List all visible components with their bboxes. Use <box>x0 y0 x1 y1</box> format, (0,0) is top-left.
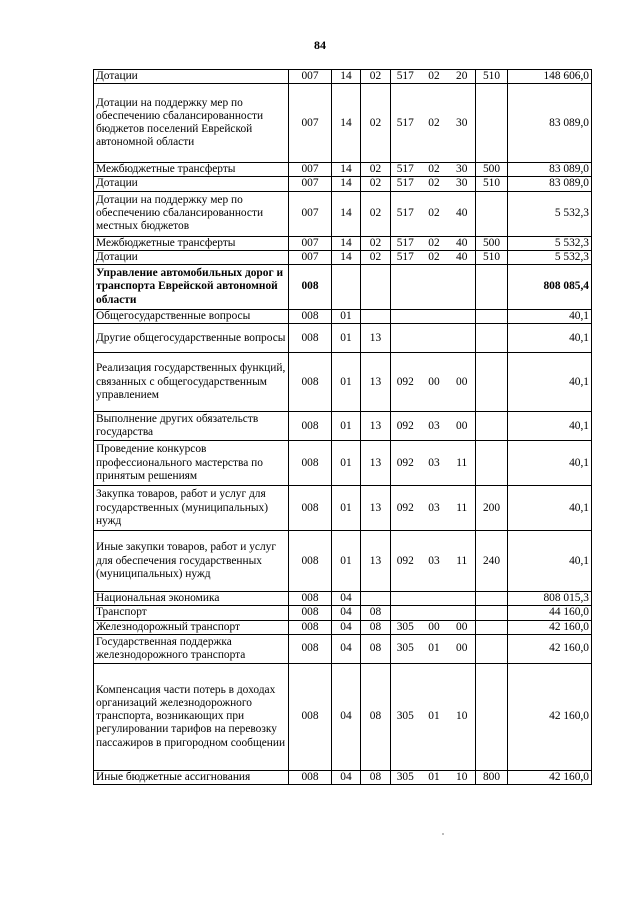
page-number: 84 <box>314 38 326 52</box>
expense-type-code: 510 <box>476 250 508 264</box>
expense-type-code <box>476 324 508 353</box>
target-article-code-part1 <box>391 310 420 324</box>
table-row <box>94 84 592 163</box>
section-code: 04 <box>332 620 361 634</box>
target-article-code-part2: 03 <box>420 441 449 486</box>
amount: 83 089,0 <box>508 163 592 177</box>
item-name: Национальная экономика <box>94 592 289 606</box>
target-article-code-part2: 01 <box>420 663 449 770</box>
section-code: 01 <box>332 531 361 592</box>
amount: 5 532,3 <box>508 236 592 250</box>
target-article-code-part3: 30 <box>449 84 476 163</box>
item-name: Дотации <box>94 70 289 84</box>
table-row <box>94 177 592 191</box>
table-row <box>94 412 592 441</box>
item-name: Иные закупки товаров, работ и услуг для обеспечения государственных (муниципальных) нужд <box>94 531 289 592</box>
amount: 42 160,0 <box>508 620 592 634</box>
expense-type-code <box>476 592 508 606</box>
ministry-code: 008 <box>289 634 332 663</box>
ministry-code: 007 <box>289 70 332 84</box>
table-row <box>94 663 592 770</box>
amount: 40,1 <box>508 310 592 324</box>
target-article-code-part1: 517 <box>391 177 420 191</box>
subsection-code: 02 <box>361 163 391 177</box>
item-name: Железнодорожный транспорт <box>94 620 289 634</box>
item-name: Проведение конкурсов профессионального мастерства по принятым решениям <box>94 441 289 486</box>
target-article-code-part3: 10 <box>449 663 476 770</box>
budget-table-body <box>94 70 592 785</box>
section-code: 04 <box>332 606 361 620</box>
target-article-code-part3 <box>449 324 476 353</box>
ministry-code: 008 <box>289 531 332 592</box>
expense-type-code <box>476 634 508 663</box>
target-article-code-part3: 11 <box>449 441 476 486</box>
subsection-code <box>361 592 391 606</box>
expense-type-code <box>476 353 508 412</box>
amount: 5 532,3 <box>508 191 592 236</box>
amount: 83 089,0 <box>508 177 592 191</box>
section-code: 01 <box>332 441 361 486</box>
section-code: 01 <box>332 310 361 324</box>
expense-type-code <box>476 620 508 634</box>
section-code: 14 <box>332 163 361 177</box>
expense-type-code <box>476 265 508 310</box>
target-article-code-part3: 10 <box>449 770 476 784</box>
target-article-code-part1: 305 <box>391 620 420 634</box>
ministry-code: 008 <box>289 770 332 784</box>
amount: 42 160,0 <box>508 770 592 784</box>
subsection-code <box>361 310 391 324</box>
target-article-code-part1: 517 <box>391 70 420 84</box>
target-article-code-part2: 02 <box>420 250 449 264</box>
section-code: 04 <box>332 634 361 663</box>
section-code <box>332 265 361 310</box>
ministry-code: 007 <box>289 84 332 163</box>
target-article-code-part2: 02 <box>420 84 449 163</box>
ministry-code: 008 <box>289 412 332 441</box>
expense-type-code: 500 <box>476 163 508 177</box>
item-name: Межбюджетные трансферты <box>94 163 289 177</box>
target-article-code-part3: 00 <box>449 620 476 634</box>
table-row <box>94 486 592 531</box>
target-article-code-part2: 01 <box>420 634 449 663</box>
target-article-code-part3: 00 <box>449 353 476 412</box>
target-article-code-part3: 40 <box>449 250 476 264</box>
expense-type-code <box>476 191 508 236</box>
ministry-code: 007 <box>289 236 332 250</box>
target-article-code-part2: 02 <box>420 70 449 84</box>
amount: 148 606,0 <box>508 70 592 84</box>
subsection-code: 02 <box>361 70 391 84</box>
amount: 40,1 <box>508 324 592 353</box>
target-article-code-part3: 30 <box>449 177 476 191</box>
target-article-code-part1 <box>391 606 420 620</box>
expense-type-code <box>476 310 508 324</box>
target-article-code-part1 <box>391 324 420 353</box>
target-article-code-part3: 00 <box>449 412 476 441</box>
target-article-code-part3: 40 <box>449 236 476 250</box>
subsection-code: 13 <box>361 531 391 592</box>
section-code: 14 <box>332 250 361 264</box>
expense-type-code: 800 <box>476 770 508 784</box>
target-article-code-part1 <box>391 265 420 310</box>
ministry-code: 008 <box>289 324 332 353</box>
amount: 40,1 <box>508 486 592 531</box>
ministry-code: 007 <box>289 177 332 191</box>
amount: 808 015,3 <box>508 592 592 606</box>
item-name: Дотации <box>94 250 289 264</box>
expense-type-code <box>476 606 508 620</box>
item-name: Выполнение других обязательств государства <box>94 412 289 441</box>
target-article-code-part3: 11 <box>449 531 476 592</box>
amount: 40,1 <box>508 531 592 592</box>
item-name: Компенсация части потерь в доходах организаций железнодорожного транспорта, возникающих при регулировании тарифов на перевозку пассажиров в пригородном сообщении <box>94 663 289 770</box>
table-row <box>94 592 592 606</box>
expense-type-code: 240 <box>476 531 508 592</box>
target-article-code-part2: 03 <box>420 412 449 441</box>
target-article-code-part2: 03 <box>420 531 449 592</box>
amount: 44 160,0 <box>508 606 592 620</box>
target-article-code-part1: 517 <box>391 250 420 264</box>
section-code: 14 <box>332 191 361 236</box>
expense-type-code: 510 <box>476 177 508 191</box>
item-name: Реализация государственных функций, связанных с общегосударственным управлением <box>94 353 289 412</box>
target-article-code-part3: 11 <box>449 486 476 531</box>
item-name: Иные бюджетные ассигнования <box>94 770 289 784</box>
section-code: 04 <box>332 663 361 770</box>
target-article-code-part3: 40 <box>449 191 476 236</box>
subsection-code: 08 <box>361 620 391 634</box>
subsection-code: 02 <box>361 84 391 163</box>
item-name: Транспорт <box>94 606 289 620</box>
amount: 808 085,4 <box>508 265 592 310</box>
table-row <box>94 70 592 84</box>
item-name: Дотации на поддержку мер по обеспечению сбалансированности местных бюджетов <box>94 191 289 236</box>
subsection-code: 08 <box>361 770 391 784</box>
section-code: 01 <box>332 353 361 412</box>
section-code: 14 <box>332 177 361 191</box>
ministry-code: 008 <box>289 606 332 620</box>
target-article-code-part1: 517 <box>391 191 420 236</box>
target-article-code-part2 <box>420 606 449 620</box>
target-article-code-part1: 305 <box>391 663 420 770</box>
target-article-code-part2: 03 <box>420 486 449 531</box>
budget-table <box>93 69 592 785</box>
amount: 40,1 <box>508 353 592 412</box>
section-code: 04 <box>332 592 361 606</box>
subsection-code: 08 <box>361 606 391 620</box>
section-code: 14 <box>332 236 361 250</box>
subsection-code: 13 <box>361 324 391 353</box>
item-name: Дотации <box>94 177 289 191</box>
table-row <box>94 634 592 663</box>
section-code: 01 <box>332 412 361 441</box>
target-article-code-part1: 517 <box>391 163 420 177</box>
target-article-code-part3 <box>449 310 476 324</box>
subsection-code: 13 <box>361 486 391 531</box>
target-article-code-part3 <box>449 606 476 620</box>
target-article-code-part2: 02 <box>420 177 449 191</box>
subsection-code: 02 <box>361 177 391 191</box>
item-name: Другие общегосударственные вопросы <box>94 324 289 353</box>
target-article-code-part1: 517 <box>391 236 420 250</box>
section-code: 01 <box>332 486 361 531</box>
subsection-code: 08 <box>361 634 391 663</box>
ministry-code: 008 <box>289 592 332 606</box>
table-row <box>94 620 592 634</box>
expense-type-code <box>476 441 508 486</box>
subsection-code: 13 <box>361 412 391 441</box>
target-article-code-part1: 305 <box>391 634 420 663</box>
target-article-code-part2 <box>420 265 449 310</box>
target-article-code-part2 <box>420 324 449 353</box>
amount: 40,1 <box>508 441 592 486</box>
item-name: Управление автомобильных дорог и транспорта Еврейской автономной области <box>94 265 289 310</box>
table-row <box>94 606 592 620</box>
table-row <box>94 324 592 353</box>
table-row <box>94 236 592 250</box>
target-article-code-part2: 01 <box>420 770 449 784</box>
table-row <box>94 250 592 264</box>
ministry-code: 008 <box>289 663 332 770</box>
section-code: 04 <box>332 770 361 784</box>
ministry-code: 008 <box>289 353 332 412</box>
table-row <box>94 191 592 236</box>
item-name: Государственная поддержка железнодорожного транспорта <box>94 634 289 663</box>
ministry-code: 008 <box>289 441 332 486</box>
target-article-code-part1 <box>391 592 420 606</box>
expense-type-code: 510 <box>476 70 508 84</box>
target-article-code-part1: 092 <box>391 412 420 441</box>
target-article-code-part1: 092 <box>391 441 420 486</box>
ministry-code: 008 <box>289 620 332 634</box>
item-name: Межбюджетные трансферты <box>94 236 289 250</box>
subsection-code: 02 <box>361 236 391 250</box>
target-article-code-part3: 20 <box>449 70 476 84</box>
amount: 83 089,0 <box>508 84 592 163</box>
scan-speck <box>442 833 444 835</box>
amount: 40,1 <box>508 412 592 441</box>
expense-type-code <box>476 84 508 163</box>
target-article-code-part3 <box>449 592 476 606</box>
subsection-code: 02 <box>361 250 391 264</box>
target-article-code-part3 <box>449 265 476 310</box>
table-row <box>94 265 592 310</box>
expense-type-code: 500 <box>476 236 508 250</box>
table-row <box>94 353 592 412</box>
section-code: 14 <box>332 84 361 163</box>
ministry-code: 008 <box>289 265 332 310</box>
target-article-code-part1: 517 <box>391 84 420 163</box>
item-name: Общегосударственные вопросы <box>94 310 289 324</box>
target-article-code-part2 <box>420 310 449 324</box>
item-name: Дотации на поддержку мер по обеспечению сбалансированности бюджетов поселений Еврейской автономной области <box>94 84 289 163</box>
amount: 5 532,3 <box>508 250 592 264</box>
target-article-code-part2: 00 <box>420 353 449 412</box>
target-article-code-part1: 092 <box>391 353 420 412</box>
table-row <box>94 531 592 592</box>
subsection-code: 08 <box>361 663 391 770</box>
target-article-code-part1: 305 <box>391 770 420 784</box>
target-article-code-part2: 00 <box>420 620 449 634</box>
target-article-code-part2: 02 <box>420 163 449 177</box>
ministry-code: 008 <box>289 310 332 324</box>
ministry-code: 007 <box>289 250 332 264</box>
table-row <box>94 770 592 784</box>
ministry-code: 007 <box>289 191 332 236</box>
table-row <box>94 441 592 486</box>
section-code: 01 <box>332 324 361 353</box>
target-article-code-part2: 02 <box>420 236 449 250</box>
expense-type-code <box>476 412 508 441</box>
subsection-code <box>361 265 391 310</box>
subsection-code: 13 <box>361 441 391 486</box>
target-article-code-part2: 02 <box>420 191 449 236</box>
target-article-code-part1: 092 <box>391 531 420 592</box>
subsection-code: 13 <box>361 353 391 412</box>
ministry-code: 008 <box>289 486 332 531</box>
section-code: 14 <box>332 70 361 84</box>
table-row <box>94 163 592 177</box>
expense-type-code: 200 <box>476 486 508 531</box>
target-article-code-part2 <box>420 592 449 606</box>
item-name: Закупка товаров, работ и услуг для государственных (муниципальных) нужд <box>94 486 289 531</box>
amount: 42 160,0 <box>508 663 592 770</box>
expense-type-code <box>476 663 508 770</box>
target-article-code-part3: 00 <box>449 634 476 663</box>
ministry-code: 007 <box>289 163 332 177</box>
target-article-code-part3: 30 <box>449 163 476 177</box>
table-row <box>94 310 592 324</box>
subsection-code: 02 <box>361 191 391 236</box>
target-article-code-part1: 092 <box>391 486 420 531</box>
amount: 42 160,0 <box>508 634 592 663</box>
